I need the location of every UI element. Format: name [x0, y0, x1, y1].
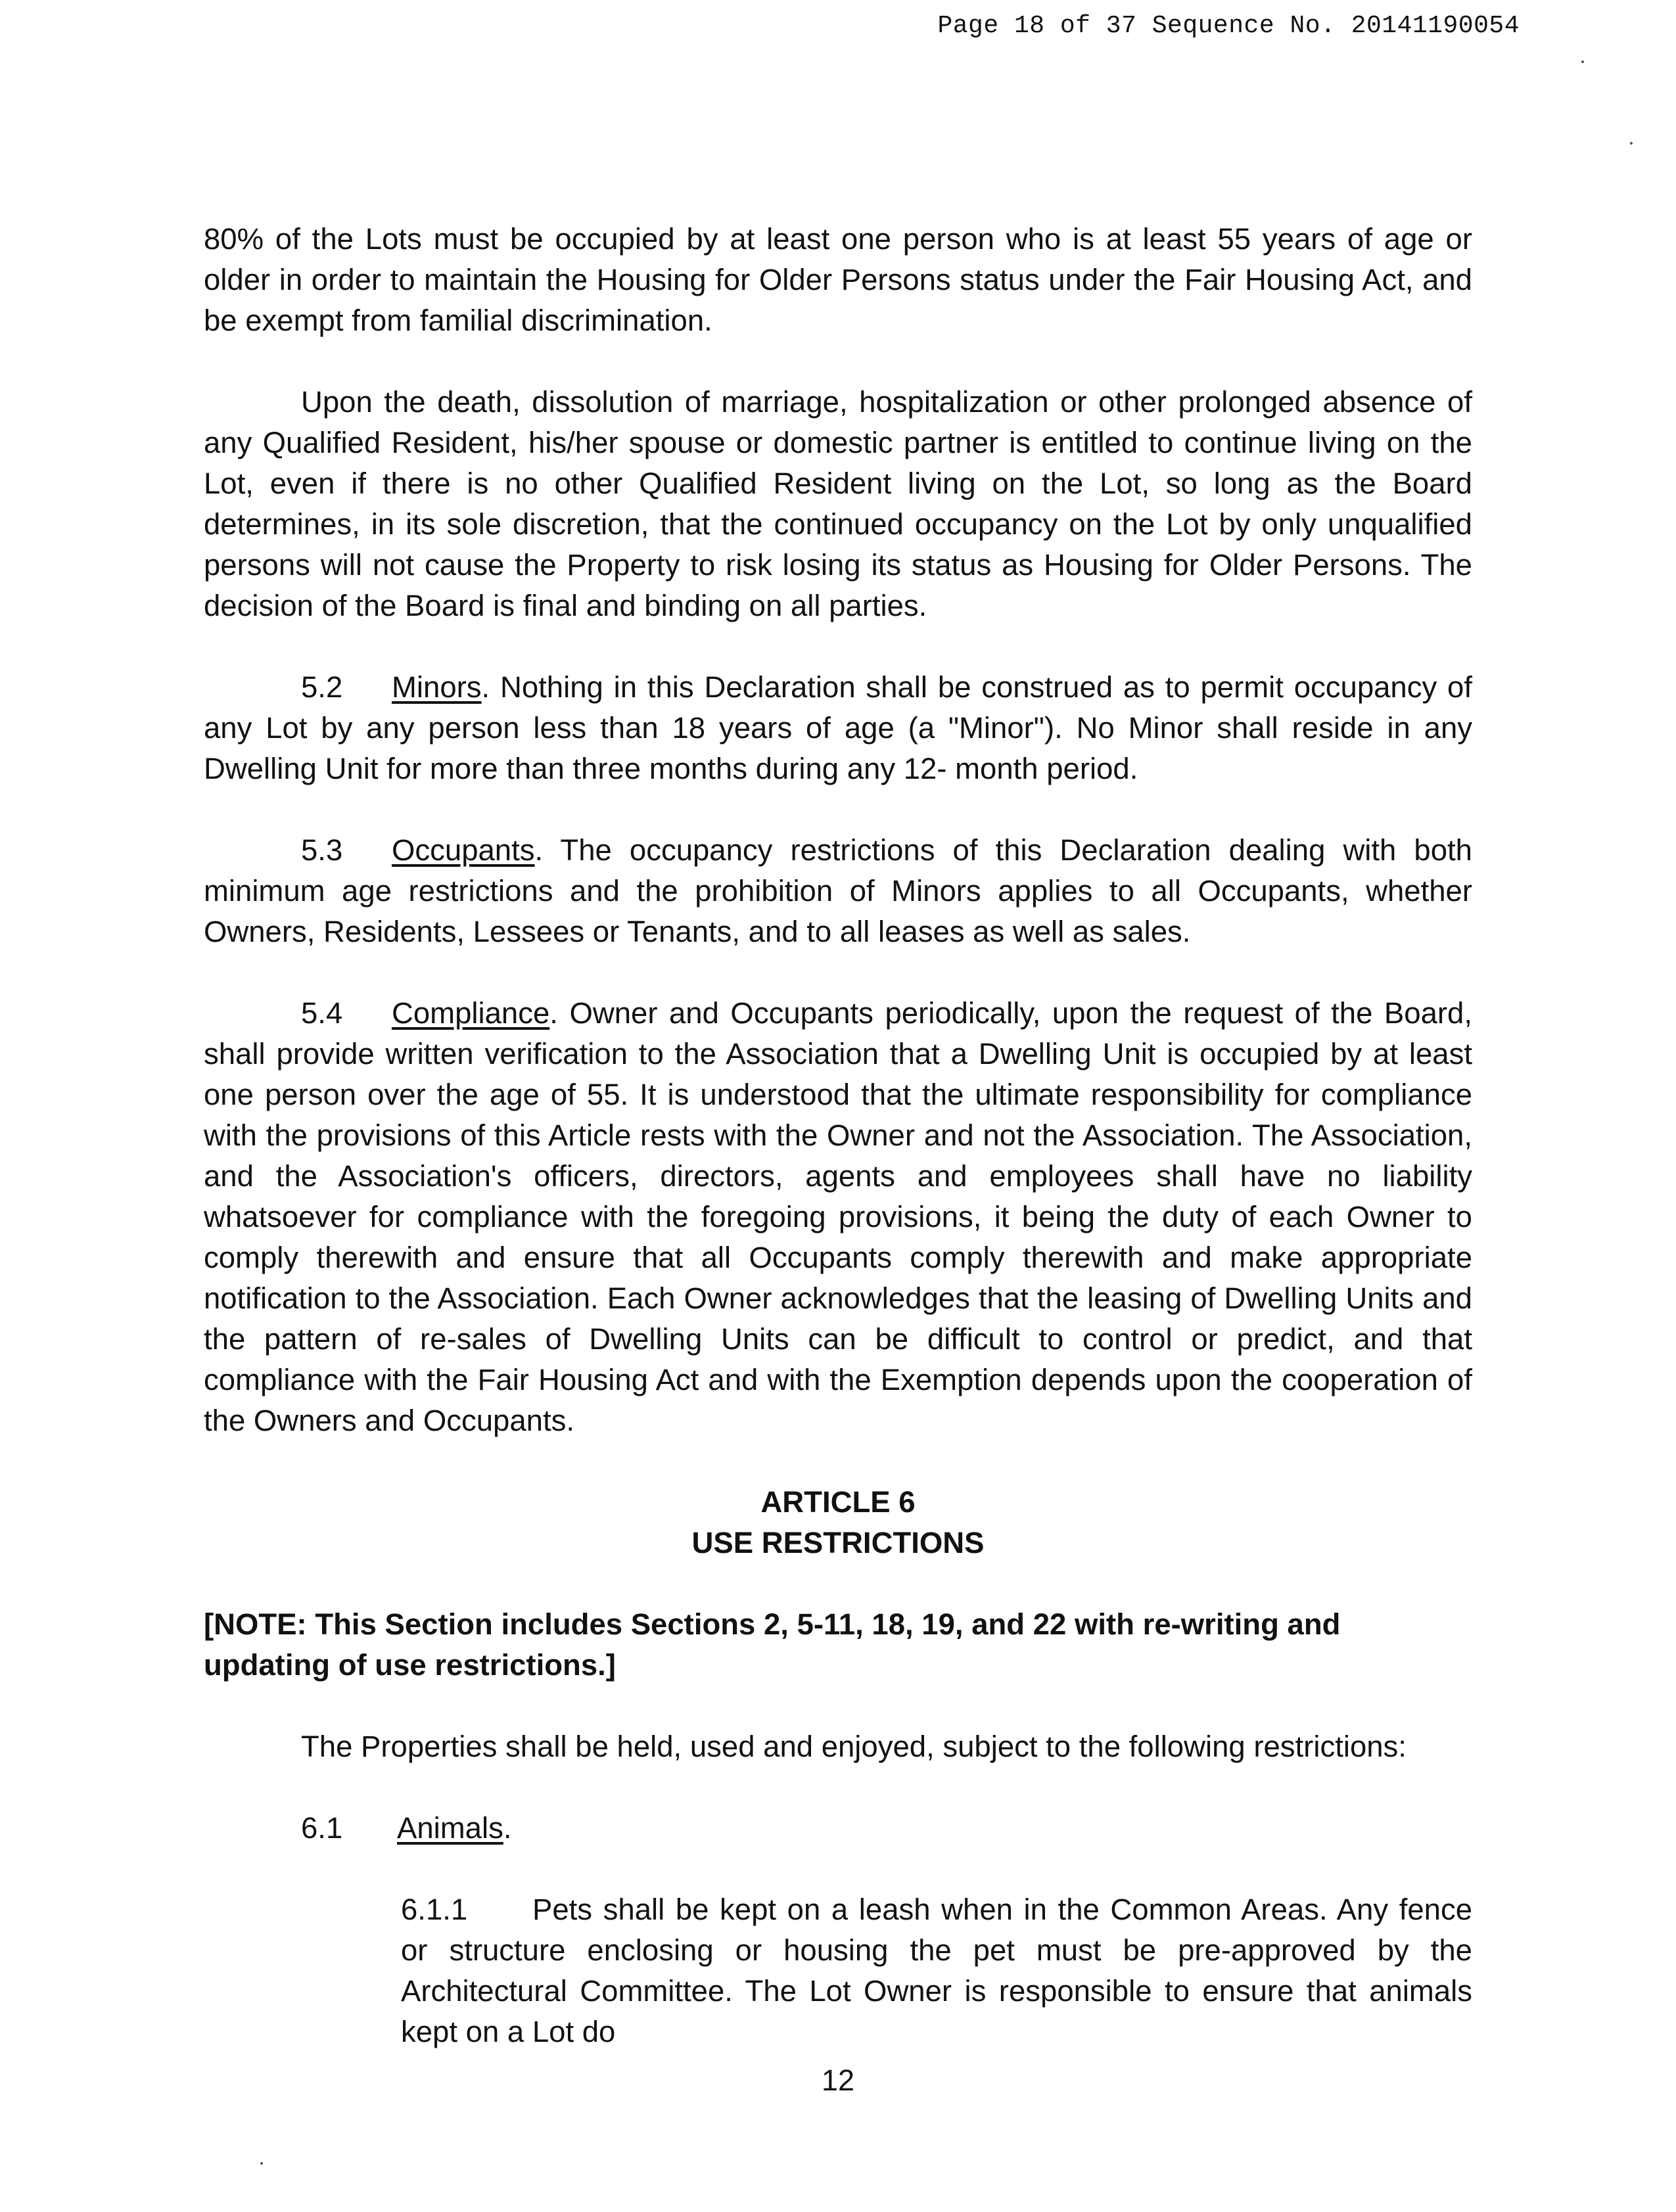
- section-number: 6.1.1: [401, 1893, 468, 1926]
- section-5-4: [204, 993, 1472, 1441]
- section-number: 6.1: [301, 1811, 343, 1845]
- section-text: Nothing in this Declaration shall be construed as to permit occupancy of any Lot by any person less than 18 years of age (a "Minor"). No Minor shall reside in any Dwelling Unit for more than three months during any 12- month period.: [204, 670, 1472, 785]
- section-title: Minors: [392, 670, 482, 704]
- section-5-2: [204, 667, 1472, 789]
- article-intro: The Properties shall be held, used and enjoyed, subject to the following restrictions:: [301, 1730, 1407, 1763]
- section-number: 5.2: [301, 670, 343, 704]
- section-number: 5.4: [301, 996, 343, 1030]
- section-text: Pets shall be kept on a leash when in the Common Areas. Any fence or structure enclosing or housing the pet must be pre-approved by the Architectural Committee. The Lot Owner is responsible to ensure that animals kept on a Lot do: [401, 1893, 1472, 2048]
- page-number: 12: [821, 2063, 855, 2097]
- section-title: Animals: [397, 1811, 503, 1845]
- paragraph-age-requirement: 80% of the Lots must be occupied by at least one person who is at least 55 years of age or older in order to maintain the Housing for Older Persons status under the Fair Housing Act, and be exempt from familial discrimination.: [204, 222, 1472, 337]
- section-title-punct: .: [503, 1811, 512, 1845]
- section-title-punct: .: [549, 996, 558, 1030]
- article-heading: [204, 1482, 1472, 1563]
- section-text: Owner and Occupants periodically, upon the request of the Board, shall provide written verification to the Association that a Dwelling Unit is occupied by at least one person over the age of 55. It is understood that the ultimate responsibility for compliance with the provisions of this Article rests with the Owner and not the Association. The Association, and the Association's officers, directors, agents and employees shall have no liability whatsoever for compliance with the foregoing provisions, it being the duty of each Owner to comply therewith and ensure that all Occupants comply therewith and make appropriate notification to the Association. Each Owner acknowledges that the leasing of Dwelling Units and the pattern of re-sales of Dwelling Units can be difficult to control or predict, and that compliance with the Fair Housing Act and with the Exemption depends upon the cooperation of the Owners and Occupants.: [204, 996, 1472, 1437]
- section-title: Compliance: [392, 996, 550, 1030]
- section-6-1: [301, 1808, 1472, 1849]
- scan-speck: [1581, 60, 1584, 63]
- section-text: The occupancy restrictions of this Declaration dealing with both minimum age restrictions and the prohibition of Minors applies to all Occupants, whether Owners, Residents, Lessees or Tenants, and to all leases as well as sales.: [204, 833, 1472, 948]
- section-title-punct: .: [481, 670, 490, 704]
- section-title-punct: .: [534, 833, 544, 867]
- section-6-1-1: [401, 1889, 1472, 2052]
- document-body: [204, 219, 1472, 2052]
- section-5-3: [204, 830, 1472, 952]
- page-header: Page 18 of 37 Sequence No. 20141190054: [937, 12, 1520, 40]
- section-title: Occupants: [392, 833, 535, 867]
- section-number: 5.3: [301, 833, 343, 867]
- article-note: [NOTE: This Section includes Sections 2, 5-11, 18, 19, and 22 with re-writing and updating of use restrictions.]: [204, 1607, 1341, 1682]
- article-number: ARTICLE 6: [760, 1485, 916, 1519]
- article-title: USE RESTRICTIONS: [691, 1526, 985, 1559]
- scan-speck: [260, 2162, 263, 2165]
- scan-speck: [1630, 142, 1633, 145]
- paragraph-qualified-resident: Upon the death, dissolution of marriage, hospitalization or other prolonged absence of any Qualified Resident, his/her spouse or domestic partner is entitled to continue living on the Lot, even if there is no other Qualified Resident living on the Lot, so long as the Board determines, in its sole discretion, that the continued occupancy on the Lot by only unqualified persons will not cause the Property to risk losing its status as Housing for Older Persons. The decision of the Board is final and binding on all parties.: [204, 385, 1472, 622]
